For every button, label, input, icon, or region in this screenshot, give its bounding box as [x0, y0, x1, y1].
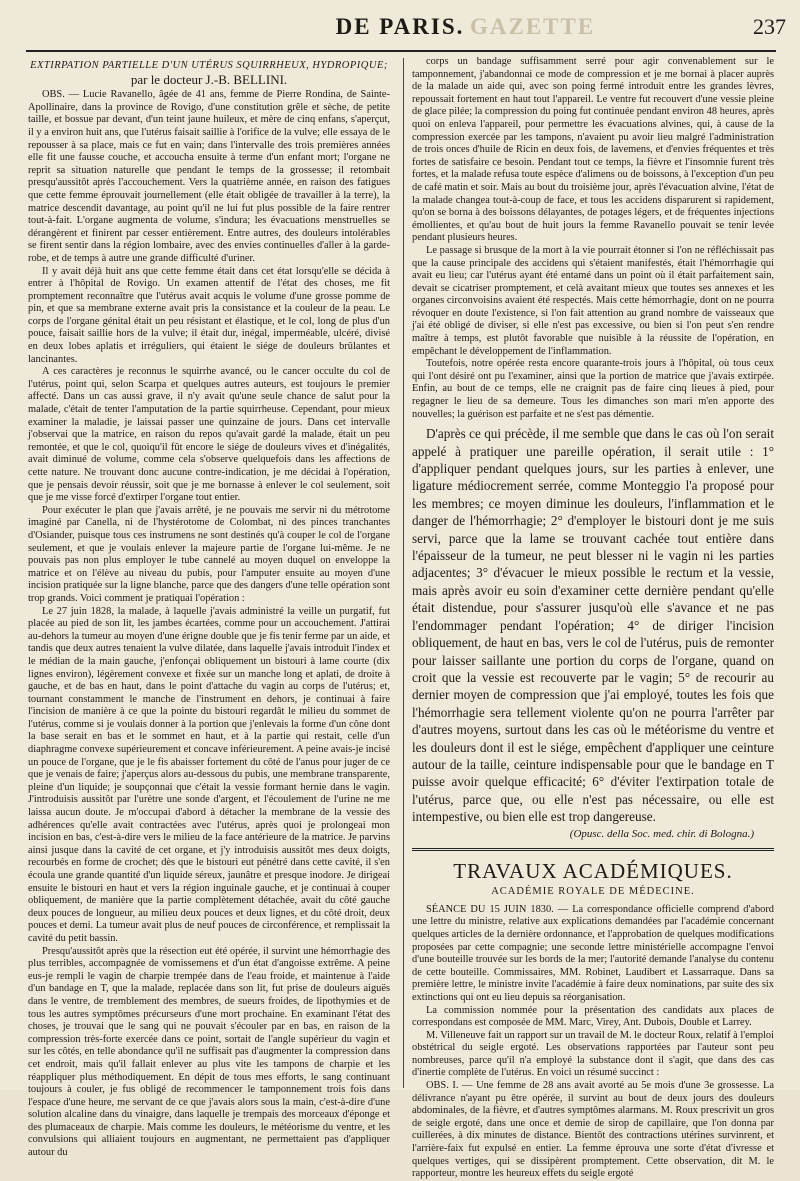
section-paragraph: SÉANCE DU 15 JUIN 1830. — La correspondance officielle comprend d'abord une lettre du ministre, relative aux explications demandées par l'académie concernant quelques articles de la dernière ordonnance, et l'approbation de quelques modifications proposées par cette compagnie; une seconde lettre ministérielle accompagne l'envoi d'une bouteille trouvée sur les bords de la mer; l'autorité demande l'analyse du contenu de cette bouteille. Commissaires, MM. Robinet, Laudibert et Lassarraque. Dans sa première lettre, le ministre invite l'académie à faire deux nominations, par suite des six extinctions qui ont eu lieu depuis sa réorganisation. — [412, 903, 774, 1003]
article-paragraph: Le passage si brusque de la mort à la vie pourrait étonner si l'on ne réfléchissait pas que la cause principale des accidens qui s'étaient manifestés, était l'hémorrhagie qui avait eu lieu; car l'utérus ayant été entamé dans un point où il était parfaitement sain, devait se cicatriser promptement, et celà avaitant mieux que toutes ses annexes et les organes circonvoisins avaient été respectés. Mais cette hémorrhagie, dont on ne pourra révoquer en doute l'existence, si l'on fait attention au grand nombre de vaisseaux que j'ai été obligé de diviser, si elle n'est pas excessive, ou bien si l'on peut s'en rendre maître à temps, est plutôt favorable que nuisible à la réussite de l'opération, en empêchant le développement de l'inflammation. — [412, 244, 774, 357]
running-title: DE PARIS. — [335, 14, 465, 39]
section-paragraph: La commission nommée pour la présentation des candidats aux places de correspondans est composée de MM. Marc, Virey, Ant. Dubois, Double et Larrey. — [412, 1004, 774, 1029]
source-citation: (Opusc. della Soc. med. chir. di Bologna.) — [569, 827, 754, 840]
section-paragraph: M. Villeneuve fait un rapport sur un travail de M. le docteur Roux, relatif à l'emploi obstétrical du seigle ergoté. Les observations rapportées par l'auteur sont peu nombreuses, parce qu'il n'a employé la substance dont il s'agit, que dans des cas d'inertie complète de l'utérus. En voici un résumé succinct : — [412, 1029, 774, 1079]
article-paragraph: Toutefois, notre opérée resta encore quarante-trois jours à l'hôpital, où tous ceux qui l'ont désiré ont pu l'examiner, ainsi que la portion de matrice que j'avais extirpée. Enfin, au bout de ce temps, elle ne craignit pas de faire cinq lieues à pied, pour regagner le lieu de sa demeure. Tous les dimanches son mari m'en apporte des nouvelles; la guérison est parfaite et ne s'est pas démentie. — [412, 358, 774, 420]
section-separator — [412, 848, 774, 851]
header-rule — [26, 50, 776, 52]
left-column — [28, 56, 390, 1159]
conclusion-paragraph: D'après ce qui précède, il me semble que dans le cas où l'on serait appelé à pratiquer une pareille opération, il serait utile : 1° d'appliquer pendant quelques jours, sur les parties à enlever, une ligature médiocrement serrée, comme Monteggio l'a proposé pour les membres; ce moyen diminue les douleurs, l'inflammation et le danger de l'hémorrhagie; 2° d'employer le bistouri dont je me suis servi, parce que la lame se trouvant cachée tout entière dans l'épaisseur de la tumeur, ne peut blesser ni le vagin ni les parties adjacentes; 3° d'évacuer le mieux possible le rectum et la vessie, mais après avoir eu soin d'examiner cette dernière pendant qu'elle était distendue, pour s'assurer jusqu'où elle s'avance et ne pas l'endommager pendant l'opération; 4° de diriger l'incision obliquement, de haut en bas, vers le col de l'utérus, puis de remonter pour laisser saillante une portion du corps de l'organe, quand on croit que la vessie est recouverte par le vagin; 5° de recourir au dernier moyen de compression que j'ai employé, toutes les fois que l'hémorrhagie sera tellement violente qu'on ne pourra l'arrêter par d'autres moyens, surtout dans les cas où le météorisme du ventre et les douleurs dont il est le siége, empêchent d'appliquer une ceinture autour de la taille, ceinture indispensable pour que le bandage en T puisse avoir quelque efficacité; 6° d'éviter l'extirpation totale de l'utérus, parce que, ou elle n'est pas nécessaire, ou elle est intempestive, ou bien elle est trop dangereuse. — [412, 426, 774, 825]
article-paragraph: Il y avait déjà huit ans que cette femme était dans cet état lorsqu'elle se décida à entrer à l'hôpital de Rovigo. Un examen attentif de l'état des choses, me fit promptement reconnaître que l'utérus avait acquis le volume d'une grosse pomme de pin, et que sa membrane externe avait pris la consistance et la couleur de la peau. Le corps de l'organe génital était un peu résistant et élastique, et le col, long de plus d'un pouce, faisait saillie hors de la vulve; il était dur, inégal, imperméable, ulcéré, divisé en deux lobes aplatis et irréguliers, qui étaient le siége de douleurs brûlantes et lancinantes. — [28, 265, 390, 365]
page-header — [0, 10, 800, 50]
article-paragraph: A ces caractères je reconnus le squirrhe avancé, ou le cancer occulte du col de l'utérus, point qui, selon Scarpa et quelques autres auteurs, est toujours le premier affecté. Dans un cas aussi grave, il n'y avait qu'une seule chance de salut pour la malade, c'était de tenter l'amputation de la partie squirrheuse. Cependant, pour mieux examiner la maladie, je laissai passer une quinzaine de jours. Dans cet intervalle j'observai que la matrice, en raison du repos qu'avait gardé la malade, était un peu remontée, et que le col, quoiqu'il fût encore le siége de douleurs vives et d'inégalités, avait diminué de volume, comme cela s'observe quelquefois dans les affections de cette nature. Ne trouvant donc aucune contre-indication, je me décidai à l'opération, que je pensais devoir réussir, soit que je me bornasse à enlever le col seulement, soit que je me visse forcé d'extirper l'organe tout entier. — [28, 366, 390, 504]
section-paragraph: OBS. I. — Une femme de 28 ans avait avorté au 5e mois d'une 3e grossesse. La délivrance n'ayant pu être opérée, il survint au bout de deux jours des douleurs abdominales, de la fièvre, et d'autres symptômes alarmans. M. Roux prescrivit un gros de seigle ergoté, dans une once et demie de sirop de capillaire, que l'on donna par cuillerées, à dix minutes de distance. Bientôt des contractions utérines survinrent, et l'arrière-faix fut expulsé en entier. La femme éprouva une sorte d'état d'ivresse et quelques vertiges, qui se dissipèrent promptement. Cette observation, dit M. le rapporteur, montre les heureux effets du seigle ergoté — [412, 1080, 774, 1180]
article-paragraph: corps un bandage suffisamment serré pour agir convenablement sur le tamponnement, j'abandonnai ce mode de compression et je me bornai à placer auprès de la malade un aide qui, avec son poing fermé introduit entre les grandes lèvres, repoussait fortement en haut tout l'appareil. Le ventre fut recouvert d'une vessie pleine de glace pilée; la compression du poing fut continuée pendant environ 48 heures, après quoi on enleva l'appareil, pour permettre les évacuations alvines, qui, à cause de la compression exercée par les tampons, n'avaient pu avoir lieu malgré l'administration de trois onces d'huile de Ricin en deux fois, de lavemens, et d'envies fréquentes et très fortes de satisfaire ce besoin. Pendant tout ce temps, la fièvre et l'insomnie furent très fortes, et la malade refusa toute espèce d'alimens ou de boissons, à l'exception d'un peu de café matin et soir. Mais au bout du troisième jour, après l'évacuation alvine, l'état de la malade changea tout-à-coup de face, et tous les accidens disparurent si rapidement, qu'on se borna à des boissons délayantes, de potages légers, et de fréquentes injections émollientes, et qu'au bout de huit jours la femme Ravanello pouvait se tenir levée pendant plusieurs heures. — [412, 56, 774, 244]
column-divider — [403, 58, 404, 1088]
article-title: EXTIRPATION PARTIELLE D'UN UTÉRUS SQUIRRHEUX, HYDROPIQUE; — [30, 60, 388, 71]
right-column — [412, 56, 774, 1180]
conclusion-block — [412, 425, 774, 825]
article-paragraph: OBS. — Lucie Ravanello, âgée de 41 ans, femme de Pierre Rondina, de Sainte-Apollinaire, dans la province de Rovigo, d'une constitution grêle et sèche, de petite taille, et bossue par devant, d'un teint jaune huileux, et mère de cinq enfans, s'aperçut, il y a environ huit ans, que l'utérus faisait saillie à l'orifice de la vulve; elle essaya de le repousser à sa place, mais ce fut en vain; dans l'intervalle des trois premières années elle fit une fausse couche, et accoucha ensuite à terme d'un enfant mort; l'organe ne reprit sa situation naturelle que pendant le temps de la grossesse; il retombait presqu'aussitôt après l'accouchement. Vers la quatrième année, en raison des fatigues que cette femme éprouvait journellement (elle était obligée de travailler à la terre), la matrice descendit davantage, au point qu'il ne lui fut plus possible de la faire rentrer tout-à-fait. L'organe augmenta de volume, s'indura; les évacuations menstruelles se dérangèrent et finirent par cesser entièrement. Entre autres, des douleurs intolérables se firent sentir dans la région lombaire, avec des envies continuelles d'aller à la garde-robe, et de temps à autre une grande difficulté d'uriner. — [28, 89, 390, 264]
show-through-title: GAZETTE — [470, 14, 596, 39]
article-paragraph: Pour exécuter le plan que j'avais arrêté, je ne pouvais me servir ni du métrotome imaginé par Canella, ni de l'hystérotome de Colombat, ni des pinces tranchantes d'Osiander, puisque tous ces instrumens ne sont destinés qu'à couper le col de l'organe seulement, et que je voulais enlever la majeure partie de l'organe lui-même. Je ne pouvais pas non plus employer le tube cannelé au moyen duquel on enveloppe la matrice et on l'élève au niveau du pubis, pour l'amputer ensuite au moyen d'une incision pratiquée sur la ligne blanche, parce que des dangers d'une telle opération sont trop grands. Voici comment je pratiquai l'opération : — [28, 504, 390, 604]
section-title: TRAVAUX ACADÉMIQUES. — [453, 859, 733, 884]
article-paragraph: Presqu'aussitôt après que la résection eut été opérée, il survint une hémorrhagie des plus terribles, accompagnée de vomissemens et d'un état d'angoisse extrême. A peine eus-je rempli le vagin de charpie trempée dans de l'eau froide, et maintenue à l'aide d'un bandage en T, que la malade, replacée dans son lit, fut prise de douleurs aiguës dans le ventre, de tremblement des membres, de sueurs froides, de lipothymies et de tous les autres symptômes précurseurs d'une mort prochaine. En examinant l'état des choses, je trouvai que le sang qui ne pouvait s'écouler par en bas, en raison de la compression très-forte exercée dans ce point, sortait de l'angle supérieur du vagin et sur les côtés, en telle abondance qu'il ne suffisait pas d'augmenter la compression dans cet endroit, mais qu'il fallait enlever au plus vite les tampons de charpie et les réappliquer plus méthodiquement. En dépit de tous mes efforts, le sang continuant toujours à couler, je fus obligé de recommencer le tamponnement trois fois dans l'espace d'une heure, me servant de ce que j'avais alors sous la main, c'est-à-dire d'une solution alcaline dans du vinaigre, dans laquelle je trempais des morceaux d'éponge et des plumaceaux de charpie. Mais comme les douleurs, le météorisme du ventre, et les convulsions qui alliaient toujours en augmentant, ne permettaient pas d'appliquer autour du — [28, 945, 390, 1159]
article-paragraph: Le 27 juin 1828, la malade, à laquelle j'avais administré la veille un purgatif, fut placée au pied de son lit, les jambes écartées, comme pour un accouchement. J'attirai au-dehors la tumeur au moyen d'une érigne double que je fis tenir ferme par un aide, et tandis que deux autres tenaient la vulve dilatée, dans laquelle j'avais introduit l'index et le médian de la main gauche, j'enfonçai obliquement un bistouri à lame courte (dix lignes environ), légèrement convexe et fixée sur un manche long et aplati, de droite à gauche, et de bas en haut, dans le point d'attache du vagin au corps de l'utérus; et, tournant constamment le manche de l'instrument en dehors, je continuai à faire l'incision de manière à ce que la pointe du bistouri regardât le milieu du sommet de l'utérus, comme si je voulais donner à la portion que j'enlevais la forme d'un cône dont la base serait en bas et le sommet en haut, et à la partie qui restait, celle d'un diaphragme convexe supérieurement et concave inférieurement. A peine avais-je incisé un pouce de l'organe, que je le fis abaisser fortement du côté de l'anus pour juger de ce que je venais de faire; j'aperçus alors au-dessous du pubis, une membrane transparente, pleine d'un liquide; je soupçonnai que c'était la vessie formant hernie dans le vagin. J'introduisis aussitôt par l'urètre une sonde d'argent, et l'écoulement de l'urine ne me laissa aucun doute. Je m'occupai d'abord à détacher la membrane de la vessie des adhérences qu'elle avait contractées avec l'utérus, après quoi je prolongeai mon incision en bas, c'est-à-dire vers le milieu de la face antérieure de la matrice. Je parvins ainsi jusque dans la cavité de cet organe, et j'y introduisis aussitôt mes deux doigts, recourbés en forme de crochet; dès que le bistouri eut pénétré dans cette cavité, il s'en écoula une grande quantité d'un liquide séreux, jaunâtre et presque inodore. Je dirigeai ensuite le bistouri en haut et vers la région inguinale gauche, et je continuai à couper obliquement, de manière que la partie complètement détachée, avait du côté gauche deux pouces de longueur, au milieu deux pouces et deux lignes, et du côté droit, deux pouces et demi. La tumeur avait plus de neuf pouces de circonférence, et remplissait la cavité du petit bassin. — [28, 605, 390, 944]
section-subtitle: ACADÉMIE ROYALE DE MÉDECINE. — [491, 886, 695, 898]
page-number: 237 — [753, 14, 786, 39]
article-author: par le docteur J.-B. BELLINI. — [130, 71, 288, 87]
